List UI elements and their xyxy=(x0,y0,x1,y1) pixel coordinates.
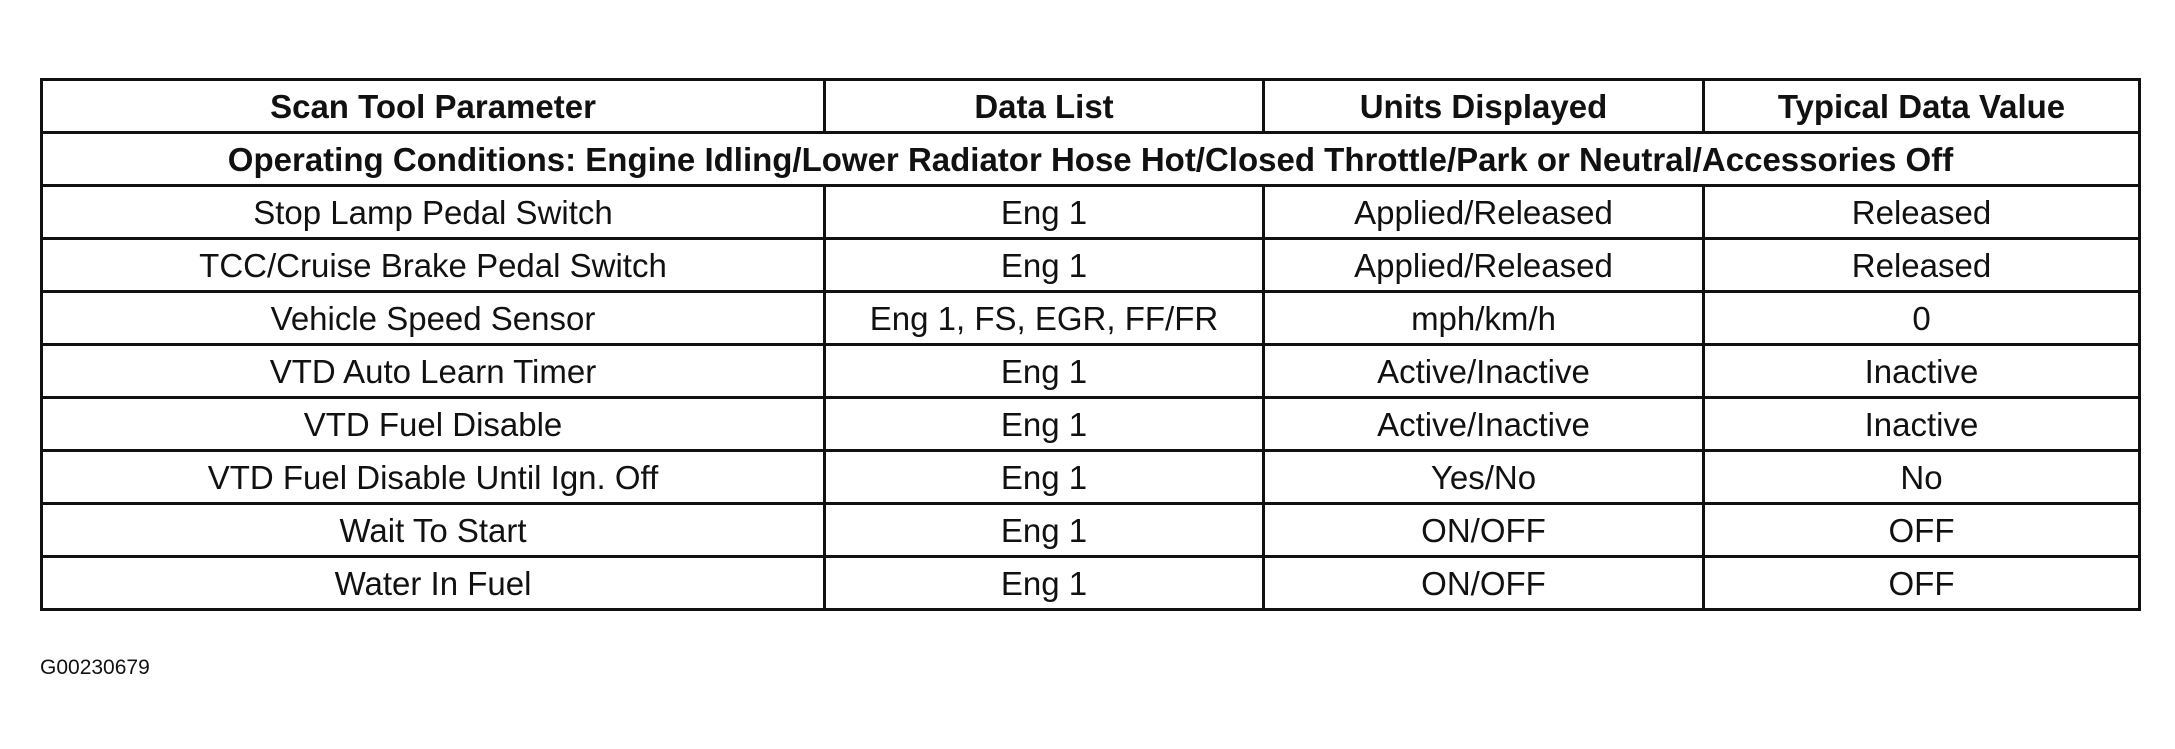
table-row xyxy=(42,186,2140,239)
cell-data-list: Eng 1 xyxy=(825,451,1264,504)
cell-data-list: Eng 1 xyxy=(825,398,1264,451)
cell-typical-value: No xyxy=(1704,451,2140,504)
cell-parameter: Water In Fuel xyxy=(42,557,825,610)
cell-units: ON/OFF xyxy=(1264,504,1704,557)
operating-conditions-cell: Operating Conditions: Engine Idling/Lower Radiator Hose Hot/Closed Throttle/Park or Neutral/Accessories Off xyxy=(42,133,2140,186)
header-typical-data-value: Typical Data Value xyxy=(1704,80,2140,133)
header-units-displayed: Units Displayed xyxy=(1264,80,1704,133)
cell-typical-value: Released xyxy=(1704,186,2140,239)
cell-data-list: Eng 1, FS, EGR, FF/FR xyxy=(825,292,1264,345)
cell-parameter: VTD Fuel Disable xyxy=(42,398,825,451)
cell-parameter: VTD Auto Learn Timer xyxy=(42,345,825,398)
table-row xyxy=(42,345,2140,398)
cell-typical-value: OFF xyxy=(1704,504,2140,557)
scan-tool-data-sheet xyxy=(40,78,2138,611)
cell-parameter: VTD Fuel Disable Until Ign. Off xyxy=(42,451,825,504)
operating-conditions-row xyxy=(42,133,2140,186)
cell-parameter: Stop Lamp Pedal Switch xyxy=(42,186,825,239)
table-row xyxy=(42,557,2140,610)
cell-units: mph/km/h xyxy=(1264,292,1704,345)
header-data-list: Data List xyxy=(825,80,1264,133)
cell-units: Applied/Released xyxy=(1264,186,1704,239)
cell-parameter: Wait To Start xyxy=(42,504,825,557)
cell-parameter: Vehicle Speed Sensor xyxy=(42,292,825,345)
cell-units: Yes/No xyxy=(1264,451,1704,504)
table-header-row xyxy=(42,80,2140,133)
cell-data-list: Eng 1 xyxy=(825,345,1264,398)
cell-typical-value: Released xyxy=(1704,239,2140,292)
cell-units: Applied/Released xyxy=(1264,239,1704,292)
cell-typical-value: 0 xyxy=(1704,292,2140,345)
cell-data-list: Eng 1 xyxy=(825,504,1264,557)
cell-typical-value: Inactive xyxy=(1704,398,2140,451)
table-row xyxy=(42,451,2140,504)
table-row xyxy=(42,292,2140,345)
table-row xyxy=(42,504,2140,557)
cell-data-list: Eng 1 xyxy=(825,557,1264,610)
scan-tool-parameter-table xyxy=(40,78,2141,611)
figure-id: G00230679 xyxy=(40,656,150,679)
cell-parameter: TCC/Cruise Brake Pedal Switch xyxy=(42,239,825,292)
cell-units: ON/OFF xyxy=(1264,557,1704,610)
cell-typical-value: Inactive xyxy=(1704,345,2140,398)
cell-typical-value: OFF xyxy=(1704,557,2140,610)
table-row xyxy=(42,398,2140,451)
table-row xyxy=(42,239,2140,292)
cell-data-list: Eng 1 xyxy=(825,239,1264,292)
cell-units: Active/Inactive xyxy=(1264,345,1704,398)
cell-data-list: Eng 1 xyxy=(825,186,1264,239)
header-scan-tool-parameter: Scan Tool Parameter xyxy=(42,80,825,133)
cell-units: Active/Inactive xyxy=(1264,398,1704,451)
